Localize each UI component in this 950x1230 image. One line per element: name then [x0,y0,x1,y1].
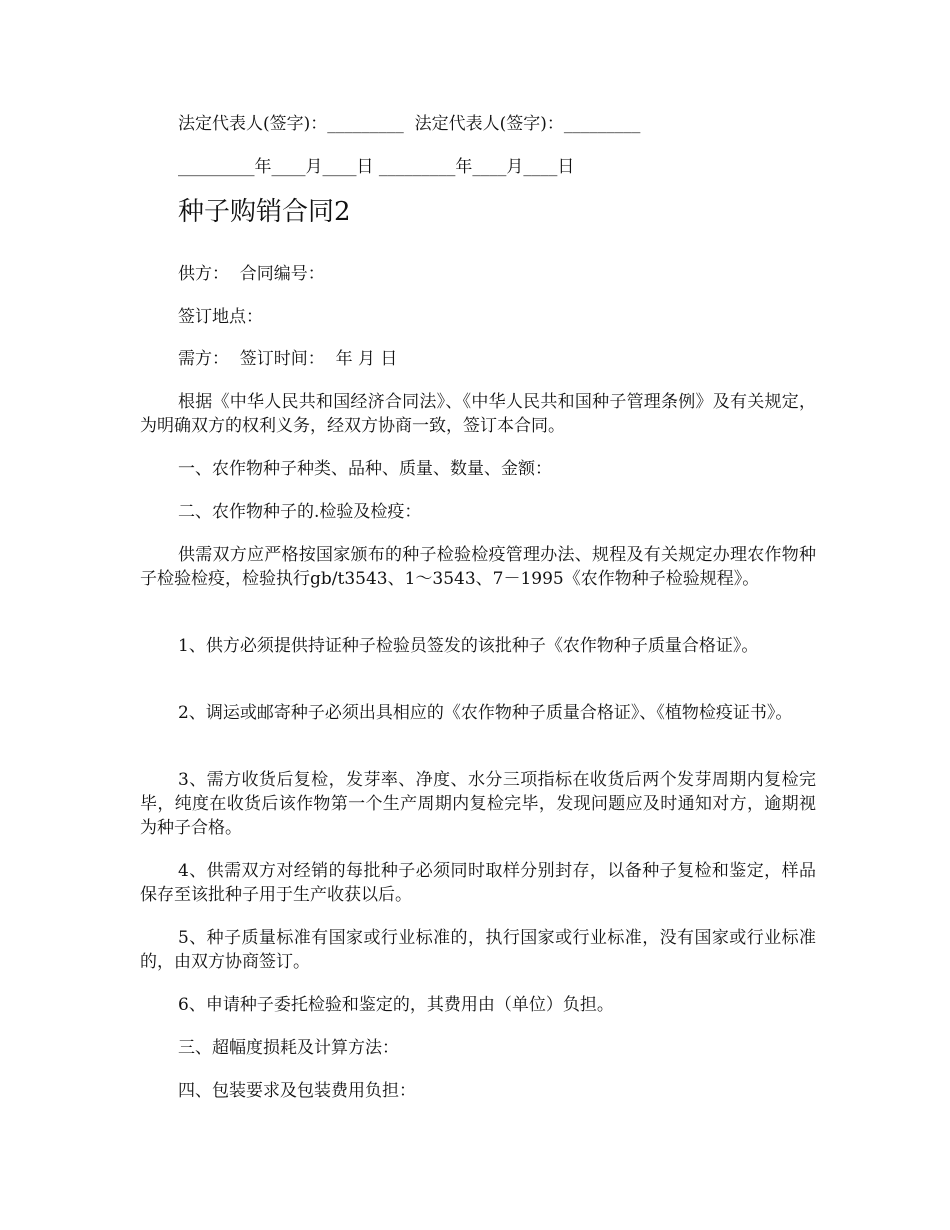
intro-paragraph: 根据《中华人民共和国经济合同法》、《中华人民共和国种子管理条例》及有关规定，为明确双方的权利义务，经双方协商一致，签订本合同。 [140,392,816,436]
clause-paragraph: 5、种子质量标准有国家或行业标准的，执行国家或行业标准，没有国家或行业标准的，由双方协商签订。 [140,928,816,972]
signature-date-line: _________年____月____日 _________年____月____日 [178,157,575,177]
clause-paragraph: 4、供需双方对经销的每批种子必须同时取样分别封存，以备种子复检和鉴定，样品保存至该批种子用于生产收获以后。 [140,861,816,905]
clause-paragraph: 3、需方收货后复检，发芽率、净度、水分三项指标在收货后两个发芽周期内复检完毕，纯度在收货后该作物第一个生产周期内复检完毕，发现问题应及时通知对方，逾期视为种子合格。 [140,770,816,838]
section-heading: 二、农作物种子的.检验及检疫： [178,502,422,522]
body-paragraph: 供需双方应严格按国家颁布的种子检验检疫管理办法、规程及有关规定办理农作物种子检验检疫，检验执行gb/t3543、1～3543、7－1995《农作物种子检验规程》。 [140,545,816,589]
section-heading: 一、农作物种子种类、品种、质量、数量、金额： [178,459,552,479]
signature-line: 法定代表人(签字)：_________ 法定代表人(签字)：_________ [178,114,641,134]
section-heading: 四、包装要求及包装费用负担： [178,1081,416,1101]
document-title: 种子购销合同2 [178,197,351,227]
supplier-field: 供方： 合同编号： [178,264,325,284]
section-heading: 三、超幅度损耗及计算方法： [178,1038,399,1058]
clause-paragraph: 1、供方必须提供持证种子检验员签发的该批种子《农作物种子质量合格证》。 [178,636,759,656]
buyer-field: 需方： 签订时间： 年 月 日 [178,349,398,369]
clause-paragraph: 6、申请种子委托检验和鉴定的，其费用由（单位）负担。 [178,995,614,1015]
location-field: 签订地点： [178,307,263,327]
clause-paragraph: 2、调运或邮寄种子必须出具相应的《农作物种子质量合格证》、《植物检疫证书》。 [178,703,793,723]
